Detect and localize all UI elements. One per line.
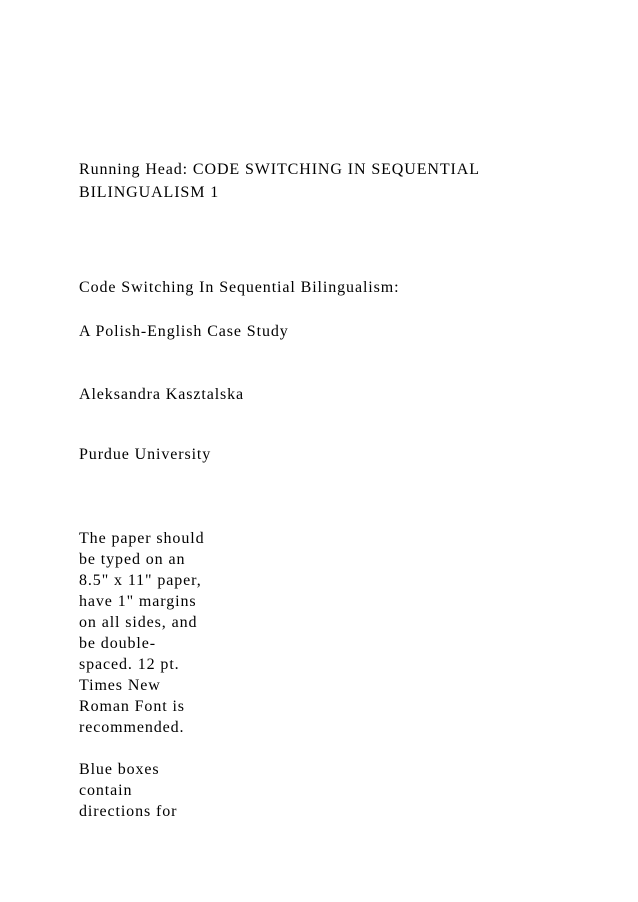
note-line: Roman Font is — [79, 698, 185, 715]
note-line: have 1" margins — [79, 593, 197, 610]
note-line: 8.5" x 11" paper, — [79, 572, 202, 589]
note-line: The paper should — [79, 530, 205, 547]
running-head: Running Head: CODE SWITCHING IN SEQUENTIAL BILINGUALISM 1 — [79, 161, 480, 201]
note-line: on all sides, and — [79, 614, 198, 631]
note-line: directions for — [79, 803, 178, 820]
note-line: spaced. 12 pt. — [79, 656, 180, 673]
note-line: recommended. — [79, 719, 185, 736]
paragraph-gap — [79, 738, 209, 759]
paper-subtitle: A Polish-English Case Study — [79, 323, 289, 340]
note-line: be double- — [79, 635, 156, 652]
institution-name: Purdue University — [79, 446, 212, 463]
paper-title: Code Switching In Sequential Bilingualism: — [79, 279, 400, 296]
note-line: Blue boxes — [79, 761, 160, 778]
note-line: Times New — [79, 677, 161, 694]
note-line: contain — [79, 782, 133, 799]
author-name: Aleksandra Kasztalska — [79, 386, 245, 403]
formatting-note — [79, 528, 209, 822]
note-line: be typed on an — [79, 551, 186, 568]
